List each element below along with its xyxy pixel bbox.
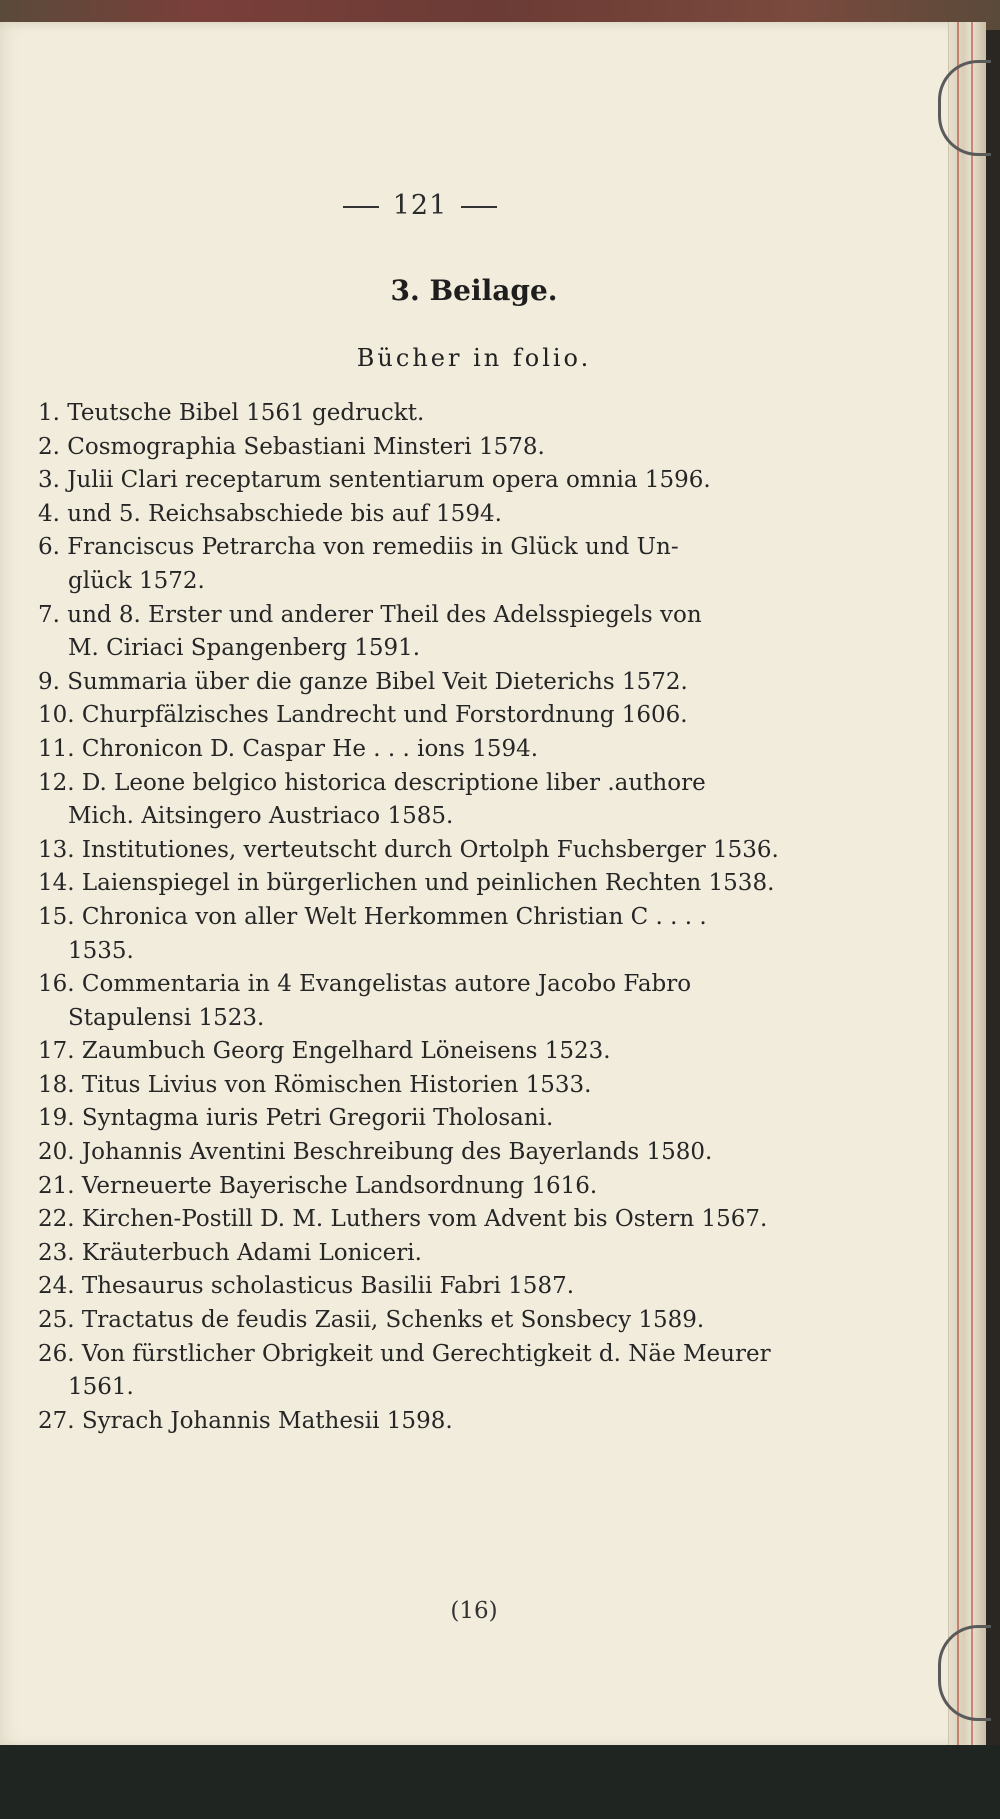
- entry-continuation: Stapulensi 1523.: [68, 1004, 265, 1031]
- entry-number: 12.: [38, 769, 75, 796]
- entry-text: Verneuerte Bayerische Landsordnung 1616.: [81, 1172, 598, 1199]
- list-item: [38, 901, 798, 968]
- entry-number: 4.: [38, 500, 60, 527]
- entry-text: Von fürstlicher Obrigkeit und Gerechtigkeit d. Näe Meurer: [81, 1340, 771, 1367]
- page-number: 121: [392, 190, 448, 221]
- entry-continuation: 1535.: [68, 937, 134, 964]
- entry-text: Churpfälzisches Landrecht und Forstordnung 1606.: [81, 702, 688, 729]
- entry-number: 16.: [38, 971, 75, 998]
- list-item: [38, 1405, 798, 1439]
- list-item: [38, 666, 798, 700]
- entry-number: 17.: [38, 1038, 75, 1065]
- list-item: [38, 968, 798, 1035]
- page-edge: [948, 22, 986, 1747]
- page-content: [0, 22, 948, 1747]
- list-item: [38, 1136, 798, 1170]
- list-item: [38, 767, 798, 834]
- entry-text: Teutsche Bibel 1561 gedruckt.: [67, 400, 425, 426]
- section-heading: 3. Beilage.: [390, 274, 558, 307]
- list-item: [38, 1102, 798, 1136]
- list-item: [38, 1270, 798, 1304]
- entry-text: Laienspiegel in bürgerlichen und peinlichen Rechten 1538.: [81, 870, 775, 897]
- book-list: [38, 397, 798, 1438]
- dash-right: [461, 206, 497, 208]
- entry-number: 11.: [38, 735, 75, 762]
- entry-text: und 8. Erster und anderer Theil des Adelsspiegels von: [67, 601, 702, 628]
- entry-text: Johannis Aventini Beschreibung des Bayerlands 1580.: [81, 1139, 713, 1166]
- entry-number: 6.: [38, 534, 60, 561]
- section-subheading: Bücher in folio.: [356, 344, 592, 372]
- list-item: [38, 1203, 798, 1237]
- signature-mark: (16): [450, 1598, 498, 1624]
- entry-text: Institutiones, verteutscht durch Ortolph Fuchsberger 1536.: [81, 836, 779, 863]
- entry-number: 1.: [38, 400, 60, 426]
- entry-number: 13.: [38, 836, 75, 863]
- list-item: [38, 1035, 798, 1069]
- entry-number: 9.: [38, 668, 60, 695]
- list-item: [38, 599, 798, 666]
- page-number-line: [300, 190, 540, 221]
- entry-number: 2.: [38, 433, 60, 460]
- list-item: [38, 1237, 798, 1271]
- list-item: [38, 733, 798, 767]
- entry-number: 7.: [38, 601, 60, 628]
- entry-number: 3.: [38, 467, 60, 494]
- list-item: [38, 531, 798, 598]
- edge-stripe: [971, 22, 973, 1747]
- list-item: [38, 1069, 798, 1103]
- entry-text: Zaumbuch Georg Engelhard Löneisens 1523.: [81, 1038, 611, 1065]
- entry-text: Syrach Johannis Mathesii 1598.: [81, 1407, 453, 1434]
- list-item: [38, 431, 798, 465]
- entry-text: Kräuterbuch Adami Loniceri.: [81, 1239, 422, 1266]
- entry-number: 14.: [38, 870, 75, 897]
- entry-number: 19.: [38, 1105, 75, 1132]
- entry-number: 24.: [38, 1273, 75, 1300]
- list-item: [38, 397, 798, 431]
- entry-text: Commentaria in 4 Evangelistas autore Jacobo Fabro: [81, 971, 692, 998]
- list-item: [38, 834, 798, 868]
- entry-text: Julii Clari receptarum sententiarum opera omnia 1596.: [67, 467, 711, 494]
- entry-continuation: glück 1572.: [68, 567, 205, 594]
- entry-text: Franciscus Petrarcha von remediis in Glück und Un-: [67, 534, 679, 561]
- dash-left: [343, 206, 379, 208]
- entry-continuation: Mich. Aitsingero Austriaco 1585.: [68, 803, 454, 830]
- entry-continuation: M. Ciriaci Spangenberg 1591.: [68, 635, 421, 662]
- entry-text: und 5. Reichsabschiede bis auf 1594.: [67, 500, 502, 527]
- list-item: [38, 498, 798, 532]
- list-item: [38, 1304, 798, 1338]
- entry-number: 20.: [38, 1139, 75, 1166]
- entry-text: Titus Livius von Römischen Historien 1533.: [81, 1071, 592, 1098]
- entry-text: Chronica von aller Welt Herkommen Christian C . . . .: [81, 903, 707, 930]
- entry-number: 22.: [38, 1206, 75, 1233]
- entry-text: Kirchen-Postill D. M. Luthers vom Advent bis Ostern 1567.: [81, 1206, 768, 1233]
- entry-text: Tractatus de feudis Zasii, Schenks et Sonsbecy 1589.: [81, 1307, 705, 1334]
- list-item: [38, 699, 798, 733]
- book-binding-bottom: [0, 1745, 1000, 1819]
- entry-number: 27.: [38, 1407, 75, 1434]
- edge-stripe: [957, 22, 959, 1747]
- list-item: [38, 1338, 798, 1405]
- entry-number: 18.: [38, 1071, 75, 1098]
- entry-number: 25.: [38, 1307, 75, 1334]
- entry-continuation: 1561.: [68, 1374, 134, 1401]
- entry-number: 21.: [38, 1172, 75, 1199]
- list-item: [38, 1170, 798, 1204]
- entry-text: Thesaurus scholasticus Basilii Fabri 1587.: [81, 1273, 575, 1300]
- entry-number: 23.: [38, 1239, 75, 1266]
- entry-text: Syntagma iuris Petri Gregorii Tholosani.: [81, 1105, 554, 1132]
- entry-text: Cosmographia Sebastiani Minsteri 1578.: [67, 433, 545, 460]
- entry-number: 26.: [38, 1340, 75, 1367]
- entry-text: Chronicon D. Caspar He . . . ions 1594.: [81, 735, 539, 762]
- list-item: [38, 464, 798, 498]
- list-item: [38, 867, 798, 901]
- entry-text: Summaria über die ganze Bibel Veit Dieterichs 1572.: [67, 668, 688, 695]
- entry-number: 10.: [38, 702, 75, 729]
- entry-text: D. Leone belgico historica descriptione liber .authore: [81, 769, 706, 796]
- book-page: [0, 22, 985, 1747]
- entry-number: 15.: [38, 903, 75, 930]
